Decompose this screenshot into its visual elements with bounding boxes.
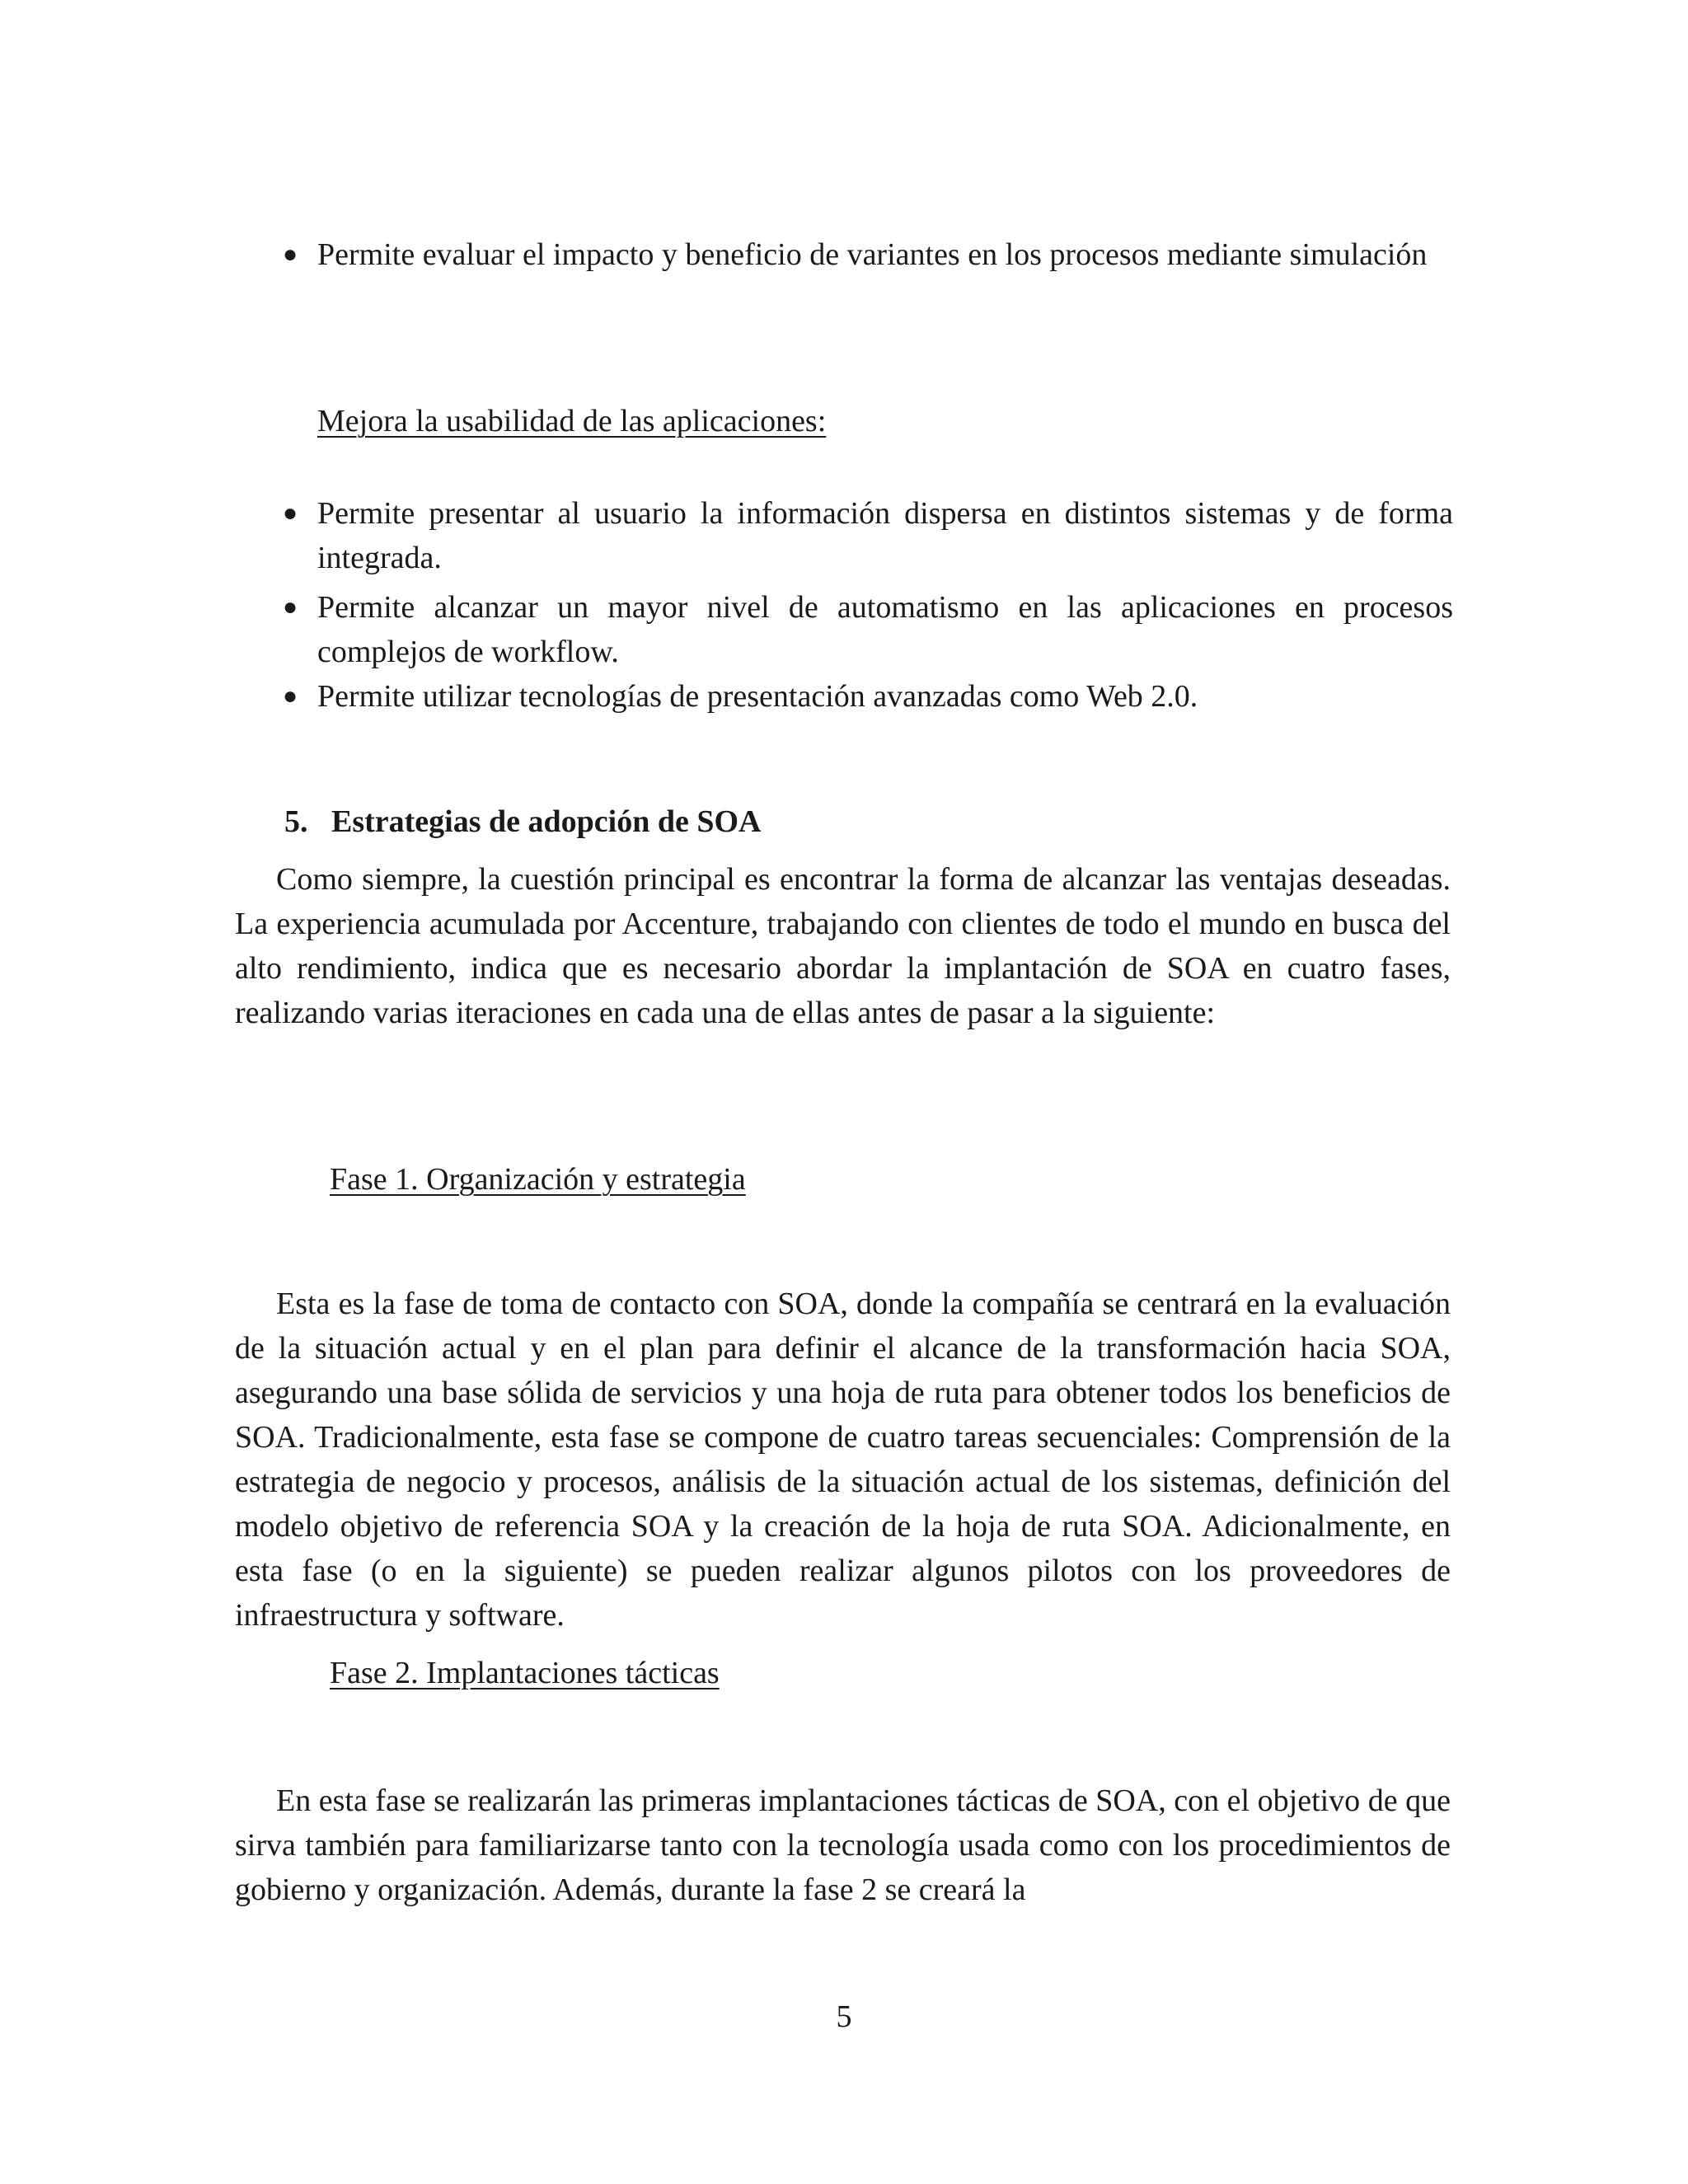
- bullet-icon: ●: [283, 682, 298, 710]
- bullet-text: Permite presentar al usuario la información dispersa en distintos sistemas y de forma integrada.: [317, 496, 1453, 575]
- section-title: Estrategias de adopción de SOA: [331, 804, 762, 839]
- subheading-usability: [317, 399, 1453, 443]
- phase-1-text: Fase 1. Organización y estrategia: [330, 1162, 746, 1197]
- bullet-icon: ●: [283, 593, 298, 621]
- bullet-icon: ●: [283, 499, 298, 527]
- section-number: 5.: [284, 804, 308, 839]
- bullet-item: [283, 232, 1453, 277]
- phase-2-heading: [330, 1651, 720, 1695]
- bullet-text: Permite alcanzar un mayor nivel de automatismo en las aplicaciones en procesos complejos de workflow.: [317, 590, 1453, 669]
- section-heading: [284, 799, 761, 844]
- bullet-item: [283, 674, 1453, 719]
- bullet-item: [283, 491, 1453, 580]
- phase-2-text: Fase 2. Implantaciones tácticas: [330, 1656, 720, 1690]
- page-number: 5: [836, 1999, 852, 2034]
- paragraph-phase-1: Esta es la fase de toma de contacto con SOA, donde la compañía se centrará en la evaluación de la situación actual y en el plan para definir el alcance de la transformación hacia SOA, asegurando una base sólida de servicios y una hoja de ruta para obtener todos los beneficios de SOA. Tradicionalmente, esta fase se compone de cuatro tareas secuenciales: Comprensión de la estrategia de negocio y procesos, análisis de la situación actual de los sistemas, definición del modelo objetivo de referencia SOA y la creación de la hoja de ruta SOA. Adicionalmente, en esta fase (o en la siguiente) se pueden realizar algunos pilotos con los proveedores de infraestructura y software.: [235, 1286, 1451, 1633]
- paragraph-intro: Como siempre, la cuestión principal es encontrar la forma de alcanzar las ventajas deseadas. La experiencia acumulada por Accenture, trabajando con clientes de todo el mundo en busca del alto rendimiento, indica que es necesario abordar la implantación de SOA en cuatro fases, realizando varias iteraciones en cada una de ellas antes de pasar a la siguiente:: [235, 862, 1451, 1030]
- bullet-icon: ●: [283, 241, 298, 268]
- bullet-text: Permite evaluar el impacto y beneficio de variantes en los procesos mediante simulación: [317, 237, 1428, 272]
- bullet-text: Permite utilizar tecnologías de presentación avanzadas como Web 2.0.: [317, 679, 1198, 714]
- bullet-item: [283, 585, 1453, 674]
- subheading-text: Mejora la usabilidad de las aplicaciones:: [317, 404, 827, 438]
- phase-1-heading: [330, 1157, 746, 1202]
- paragraph-phase-2: En esta fase se realizarán las primeras implantaciones tácticas de SOA, con el objetivo de que sirva también para familiarizarse tanto con la tecnología usada como con los procedimientos de gobierno y organización. Además, durante la fase 2 se creará la: [235, 1783, 1451, 1907]
